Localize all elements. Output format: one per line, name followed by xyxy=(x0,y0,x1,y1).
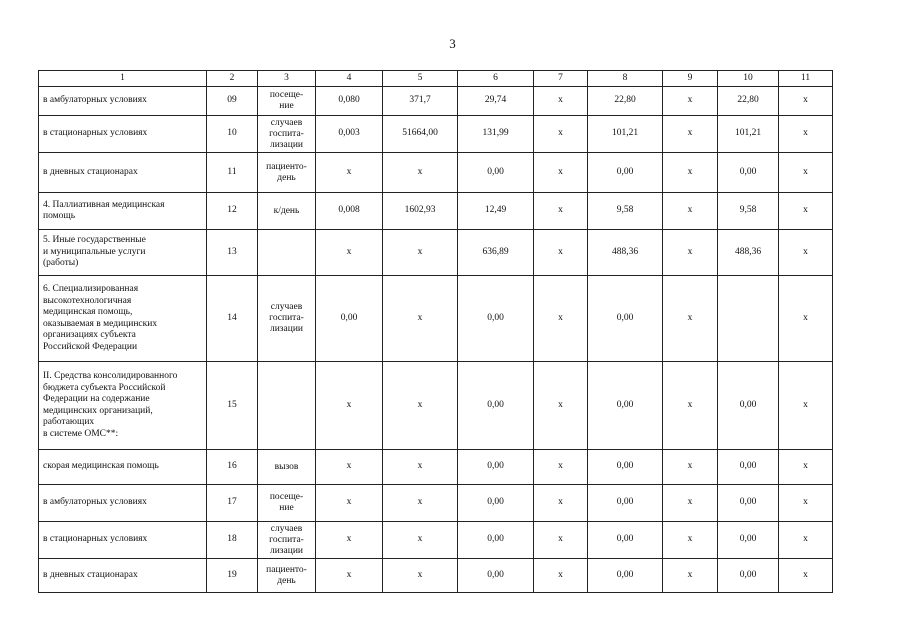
row-code-cell: 18 xyxy=(207,522,258,559)
row-value-cell-9: х xyxy=(663,153,718,193)
row-value-cell-4: 0,008 xyxy=(316,193,383,230)
row-value-cell-5: х xyxy=(383,485,458,522)
row-value-cell-7: х xyxy=(534,193,588,230)
row-unit-line: день xyxy=(277,172,296,183)
row-value-cell-5: х xyxy=(383,362,458,450)
row-value-cell-9: х xyxy=(663,87,718,116)
row-value-cell-10: 0,00 xyxy=(718,362,779,450)
row-name-line: в стационарных условиях xyxy=(43,534,148,545)
header-cell: 3 xyxy=(258,71,316,87)
row-name-line: в стационарных условиях xyxy=(43,128,148,139)
row-name-line: Федерации на содержание xyxy=(43,394,150,404)
header-cell: 1 xyxy=(39,71,207,87)
row-name-cell xyxy=(39,87,207,116)
row-value-cell-6: 0,00 xyxy=(458,276,534,362)
row-value-cell-4: х xyxy=(316,485,383,522)
row-value-cell-10: 0,00 xyxy=(718,485,779,522)
row-code-cell: 16 xyxy=(207,450,258,485)
row-unit-cell xyxy=(258,230,316,276)
row-value-cell-5: х xyxy=(383,450,458,485)
row-value-cell-8: 0,00 xyxy=(588,559,663,593)
header-cell: 2 xyxy=(207,71,258,87)
row-value-cell-7: х xyxy=(534,362,588,450)
row-value-cell-10: 101,21 xyxy=(718,116,779,153)
row-unit-line: случаев xyxy=(270,302,303,312)
row-name-line: 4. Паллиативная медицинская xyxy=(43,199,165,210)
table-row xyxy=(39,87,833,116)
row-unit-cell xyxy=(258,362,316,450)
row-unit-line: случаев xyxy=(270,523,303,534)
row-unit-line: лизации xyxy=(269,324,304,334)
table-row xyxy=(39,362,833,450)
row-unit-cell xyxy=(258,485,316,522)
row-value-cell-10: 22,80 xyxy=(718,87,779,116)
row-name-line: в дневных стационарах xyxy=(43,569,138,580)
row-name-cell xyxy=(39,116,207,153)
header-row xyxy=(39,71,833,87)
row-code-cell: 10 xyxy=(207,116,258,153)
row-value-cell-7: х xyxy=(534,522,588,559)
row-code-cell: 09 xyxy=(207,87,258,116)
row-value-cell-9: х xyxy=(663,485,718,522)
row-value-cell-9: х xyxy=(663,193,718,230)
row-value-cell-6: 636,89 xyxy=(458,230,534,276)
row-value-cell-11: х xyxy=(779,522,833,559)
row-unit-line: вызов xyxy=(274,461,299,472)
table-row xyxy=(39,193,833,230)
row-unit-line: пациенто- xyxy=(266,564,307,575)
row-value-cell-4: х xyxy=(316,522,383,559)
row-unit-cell xyxy=(258,153,316,193)
row-value-cell-5: х xyxy=(383,153,458,193)
row-unit-cell xyxy=(258,450,316,485)
row-value-cell-5: х xyxy=(383,522,458,559)
row-code-cell: 13 xyxy=(207,230,258,276)
row-value-cell-7: х xyxy=(534,116,588,153)
row-unit-line: лизации xyxy=(269,139,304,150)
row-code-cell: 12 xyxy=(207,193,258,230)
table-row xyxy=(39,116,833,153)
row-unit-line: посеще- xyxy=(269,90,304,100)
row-value-cell-8: 101,21 xyxy=(588,116,663,153)
table-body xyxy=(39,71,833,593)
row-name-line: медицинских организаций, xyxy=(43,405,153,416)
row-unit-cell xyxy=(258,559,316,593)
row-value-cell-5: х xyxy=(383,230,458,276)
row-value-cell-6: 0,00 xyxy=(458,450,534,485)
row-value-cell-9: х xyxy=(663,230,718,276)
header-cell: 5 xyxy=(383,71,458,87)
row-value-cell-8: 0,00 xyxy=(588,362,663,450)
table-row xyxy=(39,485,833,522)
header-cell: 9 xyxy=(663,71,718,87)
row-unit-cell xyxy=(258,116,316,153)
row-value-cell-7: х xyxy=(534,450,588,485)
row-value-cell-11: х xyxy=(779,116,833,153)
row-unit-line: ние xyxy=(279,503,294,513)
row-value-cell-7: х xyxy=(534,230,588,276)
header-cell: 10 xyxy=(718,71,779,87)
row-unit-line: госпита- xyxy=(269,313,304,323)
row-value-cell-6: 0,00 xyxy=(458,559,534,593)
row-value-cell-4: х xyxy=(316,153,383,193)
row-value-cell-6: 29,74 xyxy=(458,87,534,116)
table-row xyxy=(39,559,833,593)
row-unit-line: госпита- xyxy=(269,534,304,545)
row-value-cell-4: 0,00 xyxy=(316,276,383,362)
table-row xyxy=(39,153,833,193)
data-table xyxy=(38,70,833,593)
row-value-cell-5: 371,7 xyxy=(383,87,458,116)
row-name-line: в дневных стационарах xyxy=(43,166,138,177)
row-value-cell-11: х xyxy=(779,276,833,362)
row-value-cell-7: х xyxy=(534,559,588,593)
row-value-cell-6: 0,00 xyxy=(458,153,534,193)
row-value-cell-4: х xyxy=(316,450,383,485)
row-name-line: работающих xyxy=(43,417,95,427)
row-code-cell: 14 xyxy=(207,276,258,362)
row-value-cell-11: х xyxy=(779,193,833,230)
row-unit-line: ние xyxy=(279,101,294,111)
row-value-cell-6: 12,49 xyxy=(458,193,534,230)
row-value-cell-8: 0,00 xyxy=(588,450,663,485)
row-value-cell-9: х xyxy=(663,559,718,593)
header-cell: 6 xyxy=(458,71,534,87)
row-unit-line: день xyxy=(277,575,296,586)
row-value-cell-10: 0,00 xyxy=(718,522,779,559)
row-value-cell-11: х xyxy=(779,485,833,522)
row-value-cell-6: 0,00 xyxy=(458,522,534,559)
row-value-cell-10: 0,00 xyxy=(718,450,779,485)
row-name-cell xyxy=(39,522,207,559)
row-name-cell xyxy=(39,450,207,485)
row-name-cell xyxy=(39,485,207,522)
table-row xyxy=(39,450,833,485)
table-row xyxy=(39,522,833,559)
row-value-cell-5: 51664,00 xyxy=(383,116,458,153)
row-unit-line: лизации xyxy=(269,545,304,556)
row-value-cell-6: 0,00 xyxy=(458,362,534,450)
row-value-cell-10: 488,36 xyxy=(718,230,779,276)
row-name-line: организациях субъекта xyxy=(43,330,136,340)
row-unit-cell xyxy=(258,193,316,230)
row-name-line: II. Средства консолидированного xyxy=(43,371,178,381)
row-name-line: помощь xyxy=(43,211,76,221)
row-value-cell-5: 1602,93 xyxy=(383,193,458,230)
row-value-cell-4: х xyxy=(316,559,383,593)
row-value-cell-8: 488,36 xyxy=(588,230,663,276)
row-name-line: 5. Иные государственные xyxy=(43,235,146,246)
header-cell: 7 xyxy=(534,71,588,87)
row-name-line: 6. Специализированная xyxy=(43,284,139,294)
page-number: 3 xyxy=(449,36,456,51)
header-cell: 8 xyxy=(588,71,663,87)
row-unit-line: случаев xyxy=(270,117,303,128)
row-value-cell-10: 0,00 xyxy=(718,153,779,193)
row-name-line: в амбулаторных условиях xyxy=(43,497,147,508)
row-name-line: оказываемая в медицинских xyxy=(43,318,158,329)
row-code-cell: 17 xyxy=(207,485,258,522)
row-value-cell-11: х xyxy=(779,87,833,116)
row-value-cell-7: х xyxy=(534,485,588,522)
row-value-cell-8: 0,00 xyxy=(588,276,663,362)
row-value-cell-6: 131,99 xyxy=(458,116,534,153)
row-name-line: скорая медицинская помощь xyxy=(43,461,159,472)
row-value-cell-8: 22,80 xyxy=(588,87,663,116)
row-value-cell-4: х xyxy=(316,362,383,450)
row-value-cell-7: х xyxy=(534,276,588,362)
row-value-cell-9: х xyxy=(663,522,718,559)
row-name-line: в амбулаторных условиях xyxy=(43,95,147,106)
row-unit-cell xyxy=(258,522,316,559)
row-value-cell-11: х xyxy=(779,450,833,485)
row-unit-line: пациенто- xyxy=(266,161,307,172)
row-value-cell-8: 0,00 xyxy=(588,522,663,559)
row-value-cell-10: 9,58 xyxy=(718,193,779,230)
row-name-cell xyxy=(39,276,207,362)
row-code-cell: 15 xyxy=(207,362,258,450)
row-value-cell-8: 0,00 xyxy=(588,485,663,522)
row-code-cell: 11 xyxy=(207,153,258,193)
row-name-line: высокотехнологичная xyxy=(43,295,132,306)
row-name-line: (работы) xyxy=(43,258,79,269)
row-value-cell-10 xyxy=(718,276,779,362)
row-value-cell-4: 0,080 xyxy=(316,87,383,116)
row-value-cell-4: х xyxy=(316,230,383,276)
row-value-cell-5: х xyxy=(383,559,458,593)
row-value-cell-9: х xyxy=(663,450,718,485)
table-row xyxy=(39,276,833,362)
row-unit-cell xyxy=(258,276,316,362)
row-value-cell-9: х xyxy=(663,362,718,450)
row-value-cell-5: х xyxy=(383,276,458,362)
row-value-cell-8: 9,58 xyxy=(588,193,663,230)
row-value-cell-6: 0,00 xyxy=(458,485,534,522)
row-value-cell-11: х xyxy=(779,153,833,193)
row-unit-line: к/день xyxy=(273,205,300,216)
row-value-cell-11: х xyxy=(779,559,833,593)
row-name-line: бюджета субъекта Российской xyxy=(43,382,166,393)
row-value-cell-8: 0,00 xyxy=(588,153,663,193)
row-value-cell-7: х xyxy=(534,153,588,193)
row-unit-line: посеще- xyxy=(269,492,304,502)
row-name-cell xyxy=(39,153,207,193)
row-unit-line: госпита- xyxy=(269,128,304,139)
row-value-cell-9: х xyxy=(663,276,718,362)
row-value-cell-4: 0,003 xyxy=(316,116,383,153)
row-name-line: в системе ОМС**: xyxy=(43,428,119,439)
row-unit-cell xyxy=(258,87,316,116)
row-value-cell-10: 0,00 xyxy=(718,559,779,593)
header-cell: 11 xyxy=(779,71,833,87)
table-row xyxy=(39,230,833,276)
row-value-cell-11: х xyxy=(779,362,833,450)
row-name-line: и муниципальные услуги xyxy=(43,246,146,257)
row-name-line: Российской Федерации xyxy=(43,341,138,352)
row-name-cell xyxy=(39,559,207,593)
row-name-cell xyxy=(39,230,207,276)
row-value-cell-7: х xyxy=(534,87,588,116)
row-name-cell xyxy=(39,362,207,450)
header-cell: 4 xyxy=(316,71,383,87)
row-code-cell: 19 xyxy=(207,559,258,593)
row-name-cell xyxy=(39,193,207,230)
row-name-line: медицинская помощь, xyxy=(43,307,133,317)
row-value-cell-9: х xyxy=(663,116,718,153)
row-value-cell-11: х xyxy=(779,230,833,276)
